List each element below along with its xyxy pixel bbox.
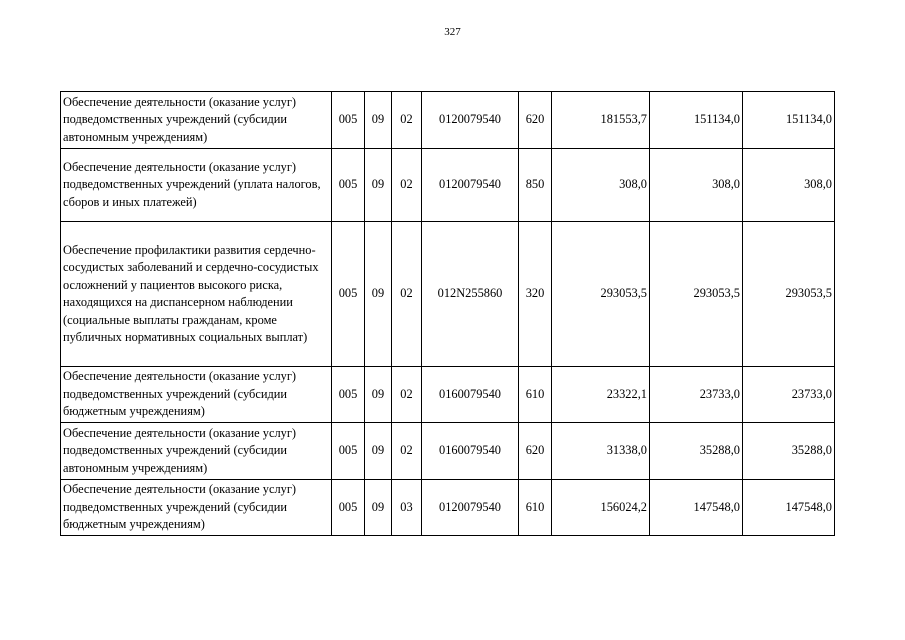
row-description: Обеспечение профилактики развития сердечно-сосудистых заболеваний и сердечно-сосудистых осложнений у пациентов высокого риска, находящихся на диспансерном наблюдении (социальные выплаты гражданам, кроме публичных нормативных социальных выплат) — [61, 222, 332, 367]
table-row — [61, 480, 835, 536]
subsection-code: 02 — [392, 92, 422, 149]
amount-year-1: 308,0 — [552, 149, 650, 222]
section-code: 09 — [365, 149, 392, 222]
amount-year-2: 23733,0 — [650, 367, 743, 423]
amount-year-1: 293053,5 — [552, 222, 650, 367]
expense-type-code: 320 — [519, 222, 552, 367]
amount-year-2: 35288,0 — [650, 423, 743, 480]
table-row — [61, 149, 835, 222]
section-code: 09 — [365, 480, 392, 536]
page-number: 327 — [444, 26, 461, 38]
ved-code: 005 — [332, 149, 365, 222]
subsection-code: 02 — [392, 222, 422, 367]
target-item-code: 012N255860 — [422, 222, 519, 367]
subsection-code: 03 — [392, 480, 422, 536]
row-description: Обеспечение деятельности (оказание услуг) подведомственных учреждений (субсидии автономным учреждениям) — [61, 92, 332, 149]
ved-code: 005 — [332, 367, 365, 423]
subsection-code: 02 — [392, 367, 422, 423]
subsection-code: 02 — [392, 149, 422, 222]
row-description: Обеспечение деятельности (оказание услуг) подведомственных учреждений (субсидии бюджетным учреждениям) — [61, 480, 332, 536]
amount-year-3: 35288,0 — [743, 423, 835, 480]
amount-year-1: 156024,2 — [552, 480, 650, 536]
amount-year-3: 308,0 — [743, 149, 835, 222]
amount-year-3: 293053,5 — [743, 222, 835, 367]
table-row — [61, 92, 835, 149]
amount-year-3: 147548,0 — [743, 480, 835, 536]
amount-year-1: 31338,0 — [552, 423, 650, 480]
amount-year-2: 308,0 — [650, 149, 743, 222]
amount-year-3: 23733,0 — [743, 367, 835, 423]
budget-table — [60, 91, 835, 536]
amount-year-1: 181553,7 — [552, 92, 650, 149]
section-code: 09 — [365, 423, 392, 480]
target-item-code: 0120079540 — [422, 149, 519, 222]
expense-type-code: 850 — [519, 149, 552, 222]
table-row — [61, 423, 835, 480]
row-description: Обеспечение деятельности (оказание услуг) подведомственных учреждений (уплата налогов, сборов и иных платежей) — [61, 149, 332, 222]
subsection-code: 02 — [392, 423, 422, 480]
expense-type-code: 610 — [519, 367, 552, 423]
amount-year-2: 147548,0 — [650, 480, 743, 536]
ved-code: 005 — [332, 92, 365, 149]
ved-code: 005 — [332, 480, 365, 536]
amount-year-2: 293053,5 — [650, 222, 743, 367]
amount-year-2: 151134,0 — [650, 92, 743, 149]
expense-type-code: 620 — [519, 92, 552, 149]
section-code: 09 — [365, 92, 392, 149]
ved-code: 005 — [332, 222, 365, 367]
amount-year-3: 151134,0 — [743, 92, 835, 149]
row-description: Обеспечение деятельности (оказание услуг) подведомственных учреждений (субсидии бюджетным учреждениям) — [61, 367, 332, 423]
target-item-code: 0120079540 — [422, 92, 519, 149]
table-row — [61, 222, 835, 367]
row-description: Обеспечение деятельности (оказание услуг) подведомственных учреждений (субсидии автономным учреждениям) — [61, 423, 332, 480]
ved-code: 005 — [332, 423, 365, 480]
table-row — [61, 367, 835, 423]
expense-type-code: 620 — [519, 423, 552, 480]
target-item-code: 0160079540 — [422, 423, 519, 480]
target-item-code: 0160079540 — [422, 367, 519, 423]
section-code: 09 — [365, 222, 392, 367]
amount-year-1: 23322,1 — [552, 367, 650, 423]
expense-type-code: 610 — [519, 480, 552, 536]
target-item-code: 0120079540 — [422, 480, 519, 536]
section-code: 09 — [365, 367, 392, 423]
